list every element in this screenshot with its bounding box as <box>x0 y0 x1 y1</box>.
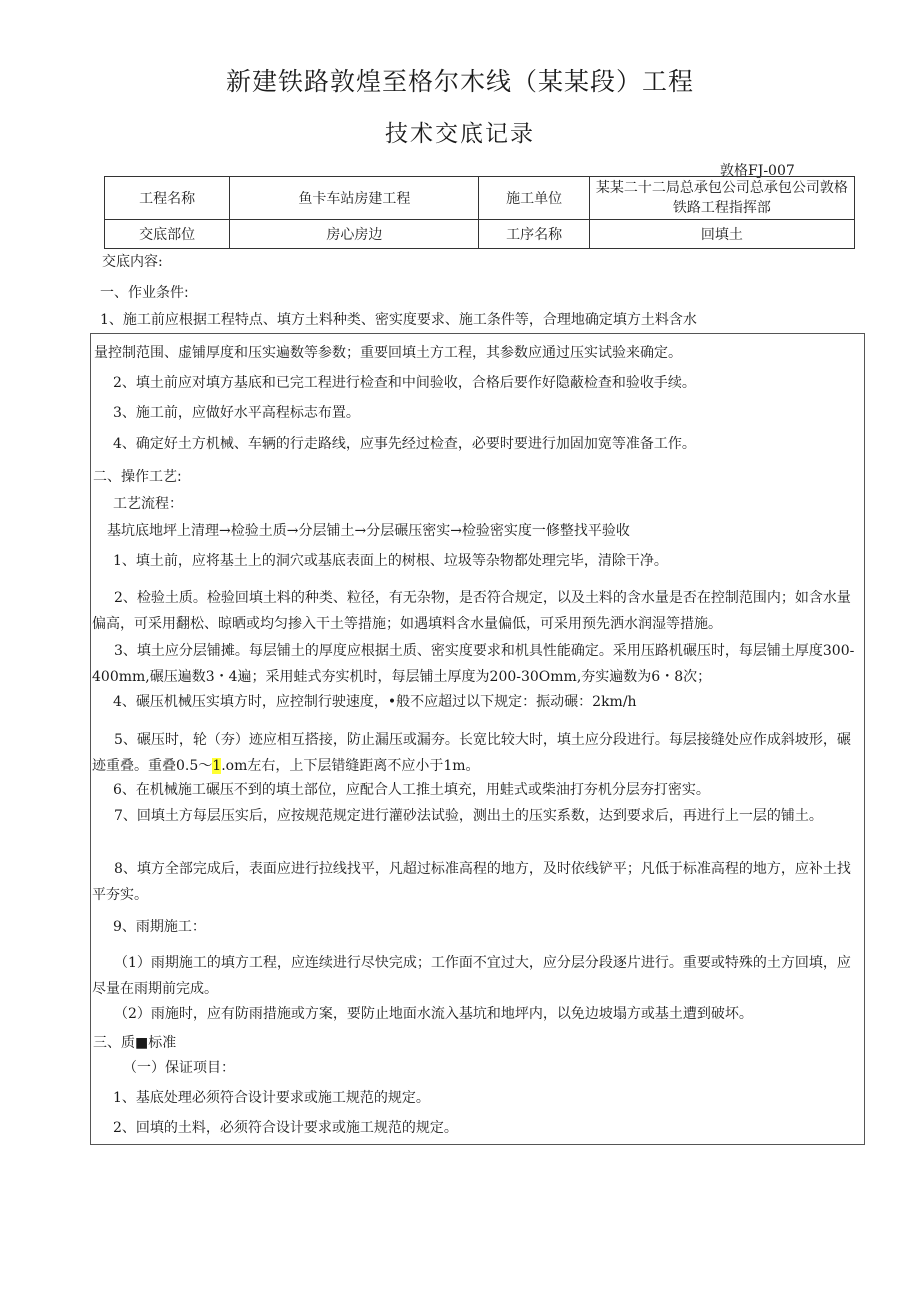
process-flow: 基坑底地坪上清理→检验土质→分层铺土→分层碾压密实→检验密实度一修整找平验收 <box>107 523 630 539</box>
step-5-text-b: .om左右，上下层错缝距离不应小于1m。 <box>221 758 480 774</box>
rain-measure-1: （1）雨期施工的填方工程，应连续进行尽快完成；工作面不宜过大，应分层分段逐片进行。重要或特殊的土方回填，应尽量在雨期前完成。 <box>92 955 851 997</box>
condition-4: 4、确定好土方机械、车辆的行走路线，应事先经过检查，必要时要进行加固加宽等准备工作。 <box>113 436 696 452</box>
condition-2: 2、填土前应对填方基底和已完工程进行检查和中间验收，合格后要作好隐蔽检查和验收手续。 <box>113 375 696 391</box>
requirement-2: 2、回填的土料，必须符合设计要求或施工规范的规定。 <box>113 1120 458 1136</box>
construction-unit-label: 施工单位 <box>479 177 589 220</box>
document-title: 新建铁路敦煌至格尔木线（某某段）工程 <box>225 67 694 96</box>
requirement-1: 1、基底处理必须符合设计要求或施工规范的规定。 <box>113 1090 430 1106</box>
process-name-value: 回填土 <box>589 220 854 249</box>
step-2: 2、检验土质。检验回填土料的种类、粒径，有无杂物，是否符合规定，以及土料的含水量是否在控制范围内；如含水量偏高，可采用翻松、晾晒或均匀掺入干土等措施；如遇填料含水量偏低，可采用预先洒水润湿等措施。 <box>92 590 851 632</box>
construction-unit-cell <box>589 177 854 220</box>
section-1-heading: 一、作业条件: <box>100 285 189 301</box>
project-name-value: 鱼卡车站房建工程 <box>230 177 479 220</box>
step-1: 1、填土前，应将基土上的洞穴或基底表面上的树根、垃圾等杂物都处理完毕，清除干净。 <box>113 553 668 569</box>
document-number: 敦格FJ-007 <box>720 163 795 179</box>
step-9: 9、雨期施工： <box>113 919 206 935</box>
condition-1-second-line: 量控制范围、虚铺厚度和压实遍数等参数；重要回填土方工程，其参数应通过压实试验来确定。 <box>94 345 682 361</box>
section-2-heading: 二、操作工艺: <box>93 469 182 485</box>
step-4: 4、碾压机械压实填方时，应控制行驶速度，•般不应超过以下规定：振动碾：2km/h <box>113 694 637 710</box>
rain-measure-2: （2）雨施时，应有防雨措施或方案，要防止地面水流入基坑和地坪内，以免边坡塌方或基土遭到破坏。 <box>114 1006 753 1022</box>
guarantee-items-label: （一）保证项目： <box>123 1060 235 1076</box>
section-3-heading: 三、质■标准 <box>93 1035 177 1051</box>
document-subtitle: 技术交底记录 <box>385 121 535 147</box>
step-8: 8、填方全部完成后，表面应进行拉线找平，凡超过标准高程的地方，及时依线铲平；凡低于标准高程的地方，应补土找平夯实。 <box>92 861 851 903</box>
step-3: 3、填土应分层铺摊。每层铺土的厚度应根据土质、密实度要求和机具性能确定。采用压路机碾压时，每层铺土厚度300-400mm,碾压遍数3・4遍；采用蛙式夯实机时，每层铺土厚度为200-30Omm,夯实遍数为6・8次； <box>92 643 855 685</box>
project-name-label: 工程名称 <box>105 177 230 220</box>
content-label: 交底内容: <box>102 254 163 270</box>
handover-part-value: 房心房边 <box>230 220 479 249</box>
header-table <box>104 176 855 249</box>
process-name-label: 工序名称 <box>479 220 589 249</box>
flow-label: 工艺流程： <box>113 496 183 512</box>
step-5-text-a: 5、碾压时，轮（夯）迹应相互搭接，防止漏压或漏夯。长宽比较大时，填土应分段进行。每层接缝处应作成斜坡形，碾迹重叠。重叠0.5〜 <box>92 732 851 774</box>
condition-1-first-line: 1、施工前应根据工程特点、填方土料种类、密实度要求、施工条件等，合理地确定填方土料含水 <box>100 312 697 328</box>
condition-3: 3、施工前，应做好水平高程标志布置。 <box>113 405 360 421</box>
construction-unit-value: 某某二十二局总承包公司总承包公司敦格铁路工程指挥部 <box>595 180 848 216</box>
step-5-highlight: 1 <box>212 758 222 774</box>
step-5 <box>92 727 864 779</box>
handover-part-label: 交底部位 <box>105 220 230 249</box>
step-7: 7、回填土方每层压实后，应按规范规定进行灌砂法试验，测出土的压实系数，达到要求后，再进行上一层的铺土。 <box>114 808 823 824</box>
step-6: 6、在机械施工碾压不到的填土部位，应配合人工推土填充，用蛙式或柴油打夯机分层夯打密实。 <box>113 782 710 798</box>
